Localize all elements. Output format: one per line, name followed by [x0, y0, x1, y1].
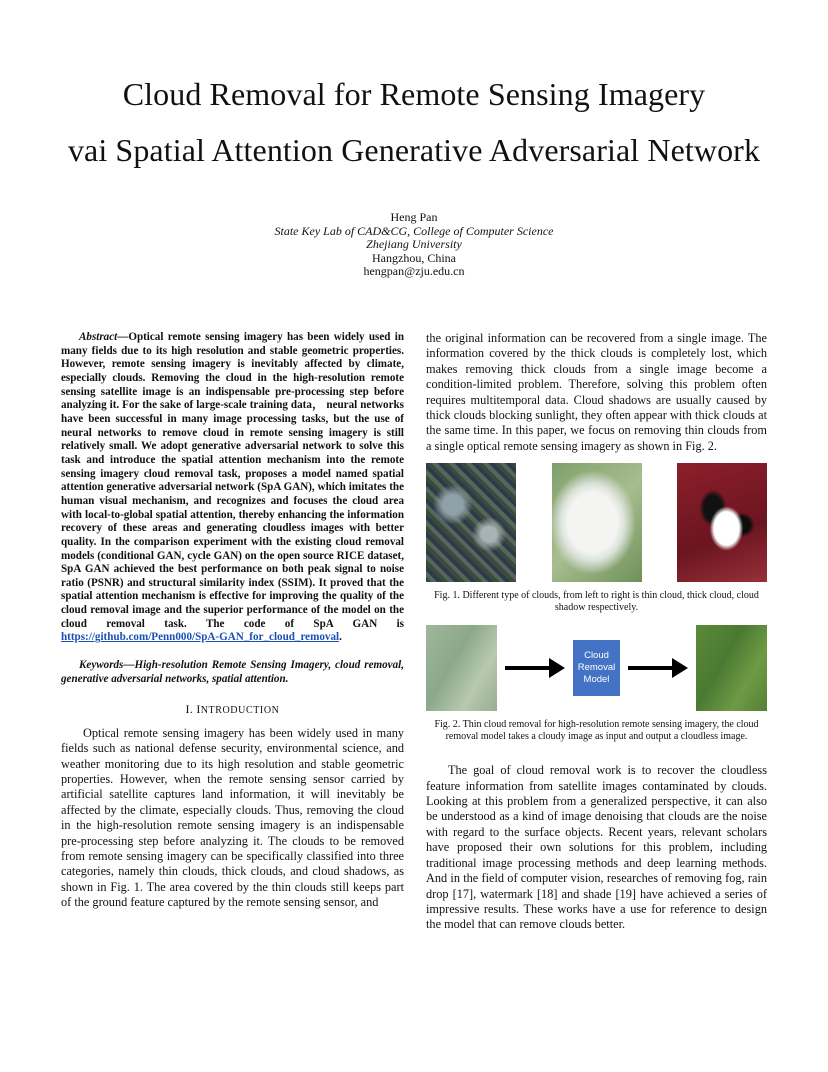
- cloud-removal-model-box: Cloud Removal Model: [573, 640, 621, 696]
- intro-paragraph-1: Optical remote sensing imagery has been widely used in many fields such as national defense security, environmental science, and weather monitoring due to its high resolution and stable geometric properties. However, when the remote sensing sensor carried by artificial satellite captures land information, it will inevitably be affected by the climate, especially clouds. Thus, removing the cloud in the high-resolution remote sensing imagery is an indispensable pre-processing step before analyzing it. The clouds to be removed from remote sensing imagery can be specifically classified into three categories, namely thin clouds, thick clouds, and cloud shadows, as shown in Fig. 1. The area covered by the thin clouds still keeps part of the ground feature captured by the remote sensing sensor, and: [61, 725, 404, 910]
- left-column: [61, 331, 404, 911]
- cloudy-input-image: [426, 625, 497, 711]
- author-block: [0, 211, 828, 279]
- figure-1-caption: Fig. 1. Different type of clouds, from left to right is thin cloud, thick cloud, cloud shadow respectively.: [434, 590, 759, 614]
- abstract-text: —Optical remote sensing imagery has been widely used in many fields due to its high resolution and stable geometric properties. However, remote sensing imagery is inevitably affected by climate, especially clouds. Removing the cloud in the high-resolution remote sensing satellite image is an indispensable pre-processing step before analyzing it. For the sake of large-scale training data， neural networks have been successful in many image processing tasks, but the use of neural networks to remove cloud in remote sensing imagery is still relatively small. We adopt generative adversarial network to solve this task and introduce the spatial attention mechanism into the remote sensing imagery cloud removal task, proposes a model named spatial attention generative adversarial network (SpA GAN), which imitates the human visual mechanism, and recognizes and focuses the cloud area with local-to-global spatial attention, thereby enhancing the information recovery of these areas and generating cloudless images with better quality. In the comparison experiment with the existing cloud removal models (conditional GAN, cycle GAN) on the open source RICE dataset, SpA GAN achieved the best performance on both peak signal to noise ratio (PSNR) and structural similarity index (SSIM). It proved that the spatial attention mechanism is effective for improving the quality of the cloud removal image and the superior performance of the model on the cloud removal task. The code of SpA GAN is: [61, 331, 404, 630]
- figure-1: [426, 463, 767, 582]
- abstract-label: Abstract: [79, 331, 118, 343]
- author-location: Hangzhou, China: [372, 250, 456, 265]
- figure-2: [426, 625, 767, 711]
- thin-cloud-image: [426, 463, 516, 582]
- author-affiliation: State Key Lab of CAD&CG, College of Computer Science: [274, 223, 554, 238]
- abstract: Abstract—Optical remote sensing imagery has been widely used in many fields due to its high resolution and stable geometric properties. However, remote sensing imagery is inevitably affected by climate, especially clouds. Removing the cloud in the high-resolution remote sensing satellite image is an indispensable pre-processing step before analyzing it. For the sake of large-scale training data， neural networks have been successful in many image processing tasks, but the use of neural networks to remove cloud in remote sensing imagery is still relatively small. We adopt generative adversarial network to solve this task and introduce the spatial attention mechanism into the remote sensing imagery cloud removal task, proposes a model named spatial attention generative adversarial network (SpA GAN), which imitates the human visual mechanism, and recognizes and focuses the cloud area with local-to-global spatial attention, thereby enhancing the information recovery of these areas and generating cloudless images with better quality. In the comparison experiment with the existing cloud removal models (conditional GAN, cycle GAN) on the open source RICE dataset, SpA GAN achieved the best performance on both peak signal to noise ratio (PSNR) and structural similarity index (SSIM). It proved that the spatial attention mechanism is effective for improving the quality of the cloud removal image and the superior performance of the model on the cloud removal task. The code of SpA GAN is https://github.com/Penn000/SpA-GAN_for_cloud_removal.: [61, 331, 404, 644]
- section-heading-introduction: I. INTRODUCTION: [185, 702, 280, 717]
- cloudless-output-image: [696, 625, 767, 711]
- intro-paragraph-1-continued: the original information can be recovered from a single image. The information covered by the thick clouds is completely lost, which makes removing thick clouds from a single image become a condition-limited problem. Therefore, solving this problem often requires multitemporal data. Cloud shadows are usually caused by thick clouds blocking sunlight, they often appear with thick clouds at the same time. In this paper, we focus on removing thin clouds from a single optical remote sensing imagery as shown in Fig. 2.: [426, 331, 767, 453]
- code-link[interactable]: https://github.com/Penn000/SpA-GAN_for_cloud_removal: [61, 631, 340, 644]
- author-name: Heng Pan: [390, 210, 438, 224]
- arrow-right-icon: [505, 658, 564, 678]
- right-column: [426, 331, 767, 933]
- keywords: Keywords—High-resolution Remote Sensing Imagery, cloud removal, generative adversarial networks, spatial attention.: [61, 659, 404, 685]
- figure-2-caption: Fig. 2. Thin cloud removal for high-resolution remote sensing imagery, the cloud removal model takes a cloudy image as input and output a cloudless image.: [434, 719, 759, 743]
- cloud-shadow-image: [677, 463, 767, 582]
- intro-paragraph-2: The goal of cloud removal work is to recover the cloudless feature information from satellite images contaminated by clouds. Looking at this problem from a generalized perspective, it can also be understood as a kind of image denoising that clouds are the noise with regard to the surface objects. Recent years, relevant scholars have proposed their own solutions for this problem, including traditional image processing methods and deep learning methods. And in the field of computer vision, researches of removing fog, rain drop [17], watermark [18] and shade [19] have achieved a series of impressive results. These works have a use for reference to design the model that can remove clouds better.: [426, 763, 767, 932]
- author-email: hengpan@zju.edu.cn: [363, 264, 465, 279]
- paper-title-line-2: vai Spatial Attention Generative Adversarial Network: [67, 132, 761, 168]
- author-university: Zhejiang University: [366, 237, 462, 252]
- thick-cloud-image: [552, 463, 642, 582]
- arrow-right-icon: [628, 658, 687, 678]
- paper-title-line-1: Cloud Removal for Remote Sensing Imagery: [122, 76, 706, 112]
